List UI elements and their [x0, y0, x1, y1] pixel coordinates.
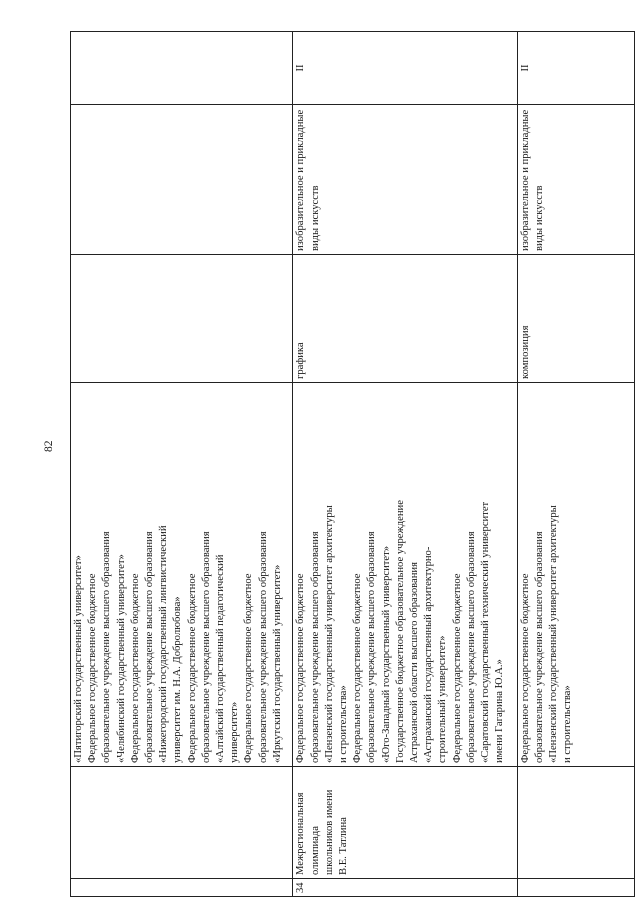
level-cell: II [293, 32, 517, 105]
olympiad-name-cell [517, 767, 634, 879]
organizers-cell [293, 383, 517, 767]
organizer-line: Федеральное государственное бюджетное [451, 573, 463, 763]
organizers-cell [71, 383, 293, 767]
organizer-line: «Юго-Западный государственный университет» [380, 545, 392, 763]
olympiad-name-cell [71, 767, 293, 879]
organizer-line: университет им. Н.А. Добролюбова» [172, 596, 184, 763]
organizer-line: Федеральное государственное бюджетное [295, 573, 307, 763]
organizer-line: «Астраханский государственный архитектурно- [423, 546, 435, 763]
organizer-line: «Алтайский государственный педагогический [215, 554, 227, 763]
olympiad-name-cell: Межрегиональная олимпиада школьников имени В.Е. Татлина [293, 767, 517, 879]
row-number-cell: 34 [293, 879, 517, 897]
subject-cell: графика [293, 255, 517, 383]
organizer-line: образовательное учреждение высшего образования [465, 531, 477, 763]
subject-cell: композиция [517, 255, 634, 383]
organizer-line: образовательное учреждение высшего образования [309, 531, 321, 763]
organizer-line: и строительства» [338, 685, 349, 763]
page-number: 82 [43, 440, 55, 452]
profile-cell [71, 105, 293, 255]
organizer-line: «Пятигорский государственный университет» [73, 555, 84, 763]
organizer-line: строительный университет» [437, 635, 449, 763]
table-row [293, 32, 517, 897]
organizers-cell [517, 383, 634, 767]
level-cell [71, 32, 293, 105]
organizer-line: образовательное учреждение высшего образования [200, 531, 212, 763]
rotated-page-content [70, 32, 635, 897]
organizer-line: и строительства» [562, 685, 574, 763]
organizer-line: имени Гагарина Ю.А.» [494, 659, 506, 763]
organizer-line: «Пензенский государственный университет архитектуры [323, 505, 335, 763]
organizer-line: «Нижегородский государственный лингвистический [158, 525, 170, 763]
organizer-line: Федеральное государственное бюджетное [519, 573, 531, 763]
organizer-line: «Челябинский государственный университет» [115, 554, 127, 763]
organizer-line: Федеральное государственное бюджетное [352, 573, 364, 763]
table-row [517, 32, 634, 897]
profile-cell: изобразительное и прикладные виды искусств [293, 105, 517, 255]
organizer-line: Федеральное государственное бюджетное [243, 573, 255, 763]
organizer-line: Федеральное государственное бюджетное [186, 573, 198, 763]
organizer-line: Государственное бюджетное образовательное учреждение [394, 500, 406, 763]
organizer-line: образовательное учреждение высшего образования [533, 531, 545, 763]
row-number-cell [71, 879, 293, 897]
level-cell: II [517, 32, 634, 105]
organizer-line: образовательное учреждение высшего образования [257, 531, 269, 763]
organizer-line: «Пензенский государственный университет архитектуры [548, 505, 560, 763]
organizer-line: Астраханской области высшего образования [409, 562, 421, 763]
row-number-cell [517, 879, 634, 897]
organizer-line: Федеральное государственное бюджетное [87, 573, 99, 763]
organizer-line: образовательное учреждение высшего образования [144, 531, 156, 763]
profile-cell: изобразительное и прикладные виды искусств [517, 105, 634, 255]
organizer-line: «Иркутский государственный университет» [271, 564, 283, 763]
organizer-line: образовательное учреждение высшего образования [366, 531, 378, 763]
organizer-line: университет» [229, 701, 241, 763]
subject-cell [71, 255, 293, 383]
organizer-line: «Саратовский государственный технический университет [480, 501, 492, 763]
olympiad-table [70, 31, 635, 897]
organizer-line: Федеральное государственное бюджетное [129, 573, 141, 763]
organizer-line: образовательное учреждение высшего образования [101, 531, 113, 763]
table-row [71, 32, 293, 897]
